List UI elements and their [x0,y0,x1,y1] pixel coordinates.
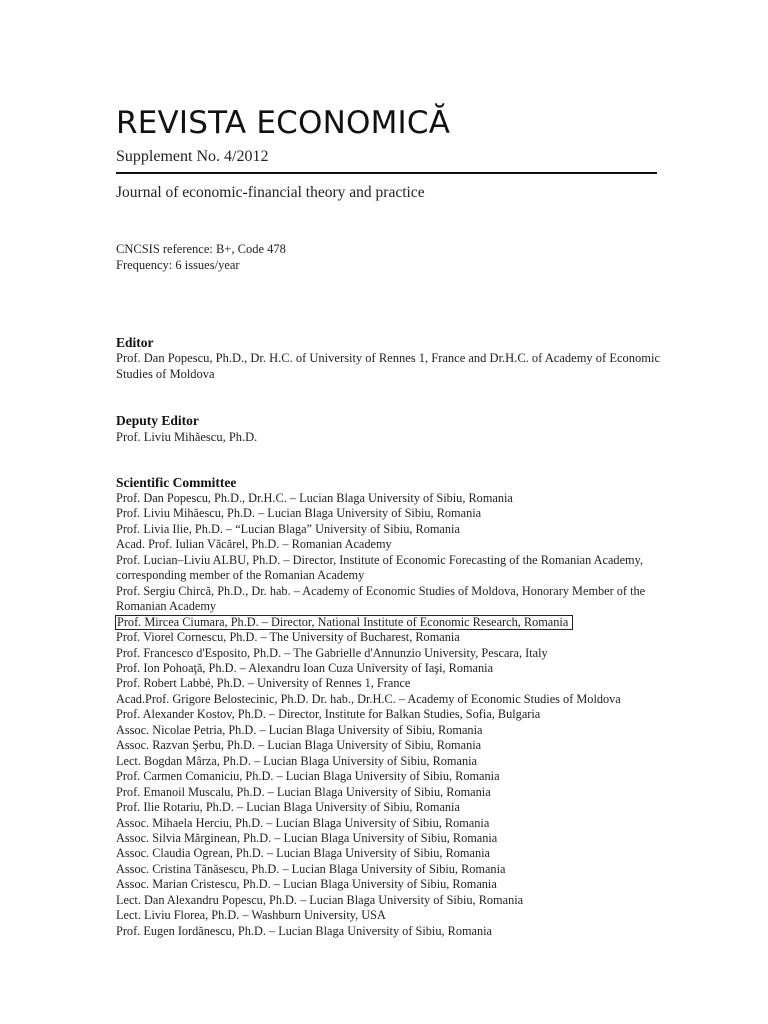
committee-member: Assoc. Claudia Ogrean, Ph.D. – Lucian Blaga University of Sibiu, Romania [116,846,490,861]
deputy-editor-text: Prof. Liviu Mihăescu, Ph.D. [116,430,258,444]
committee-member-highlighted: Prof. Mircea Ciumara, Ph.D. – Director, National Institute of Economic Research, Romania [115,615,573,631]
title-divider [116,172,657,174]
committee-member: Assoc. Nicolae Petria, Ph.D. – Lucian Blaga University of Sibiu, Romania [116,722,483,737]
committee-member: Lect. Liviu Florea, Ph.D. – Washburn University, USA [116,908,386,923]
committee-member: Assoc. Mihaela Herciu, Ph.D. – Lucian Blaga University of Sibiu, Romania [116,815,490,830]
journal-meta [116,241,286,273]
committee-member: Prof. Lucian–Liviu ALBU, Ph.D. – Director, Institute of Economic Forecasting of the Romanian Academy, corresponding member of the Romanian Academy [116,552,644,583]
committee-member: Assoc. Razvan Şerbu, Ph.D. – Lucian Blaga University of Sibiu, Romania [116,738,482,753]
committee-member: Acad. Prof. Iulian Văcărel, Ph.D. – Romanian Academy [116,537,392,552]
scientific-committee-heading: Scientific Committee [116,475,237,490]
journal-subtitle: Journal of economic-financial theory and practice [116,184,425,201]
cncsis-reference: CNCSIS reference: B+, Code 478 [116,242,286,256]
committee-member: Lect. Bogdan Mârza, Ph.D. – Lucian Blaga University of Sibiu, Romania [116,753,477,768]
committee-member: Prof. Emanoil Muscalu, Ph.D. – Lucian Blaga University of Sibiu, Romania [116,784,491,799]
committee-member: Prof. Eugen Iordănescu, Ph.D. – Lucian Blaga University of Sibiu, Romania [116,923,493,938]
supplement-number: Supplement No. 4/2012 [116,148,269,165]
committee-member: Assoc. Marian Cristescu, Ph.D. – Lucian Blaga University of Sibiu, Romania [116,877,497,892]
committee-member: Prof. Viorel Cornescu, Ph.D. – The University of Bucharest, Romania [116,630,460,645]
committee-member: Prof. Sergiu Chircă, Ph.D., Dr. hab. – Academy of Economic Studies of Moldova, Honorary Member of the Romanian Academy [116,583,646,614]
committee-member: Lect. Dan Alexandru Popescu, Ph.D. – Lucian Blaga University of Sibiu, Romania [116,892,524,907]
committee-member: Acad.Prof. Grigore Belostecinic, Ph.D. Dr. hab., Dr.H.C. – Academy of Economic Studies of Moldova [116,691,621,706]
editor-heading: Editor [116,335,154,350]
committee-member: Assoc. Silvia Mărginean, Ph.D. – Lucian Blaga University of Sibiu, Romania [116,831,498,846]
committee-member: Prof. Ion Pohoaţă, Ph.D. – Alexandru Ioan Cuza University of Iaşi, Romania [116,661,494,676]
committee-list [116,491,661,939]
deputy-editor-heading: Deputy Editor [116,413,199,428]
committee-member: Prof. Livia Ilie, Ph.D. – “Lucian Blaga” University of Sibiu, Romania [116,521,460,536]
committee-member: Prof. Carmen Comaniciu, Ph.D. – Lucian Blaga University of Sibiu, Romania [116,769,500,784]
editor-text: Prof. Dan Popescu, Ph.D., Dr. H.C. of University of Rennes 1, France and Dr.H.C. of Academy of Economic Studies of Moldova [116,351,661,381]
committee-member: Prof. Francesco d'Esposito, Ph.D. – The Gabrielle d'Annunzio University, Pescara, Italy [116,645,548,660]
journal-title: REVISTA ECONOMICĂ [116,105,451,141]
committee-member: Assoc. Cristina Tănăsescu, Ph.D. – Lucian Blaga University of Sibiu, Romania [116,861,506,876]
document-page [116,0,661,1024]
committee-member: Prof. Alexander Kostov, Ph.D. – Director, Institute for Balkan Studies, Sofia, Bulgaria [116,707,541,722]
committee-member: Prof. Dan Popescu, Ph.D., Dr.H.C. – Lucian Blaga University of Sibiu, Romania [116,491,513,505]
committee-member: Prof. Ilie Rotariu, Ph.D. – Lucian Blaga University of Sibiu, Romania [116,800,460,815]
committee-member: Prof. Robert Labbé, Ph.D. – University of Rennes 1, France [116,676,411,691]
issue-frequency: Frequency: 6 issues/year [116,258,240,272]
committee-member: Prof. Liviu Mihăescu, Ph.D. – Lucian Blaga University of Sibiu, Romania [116,506,482,521]
